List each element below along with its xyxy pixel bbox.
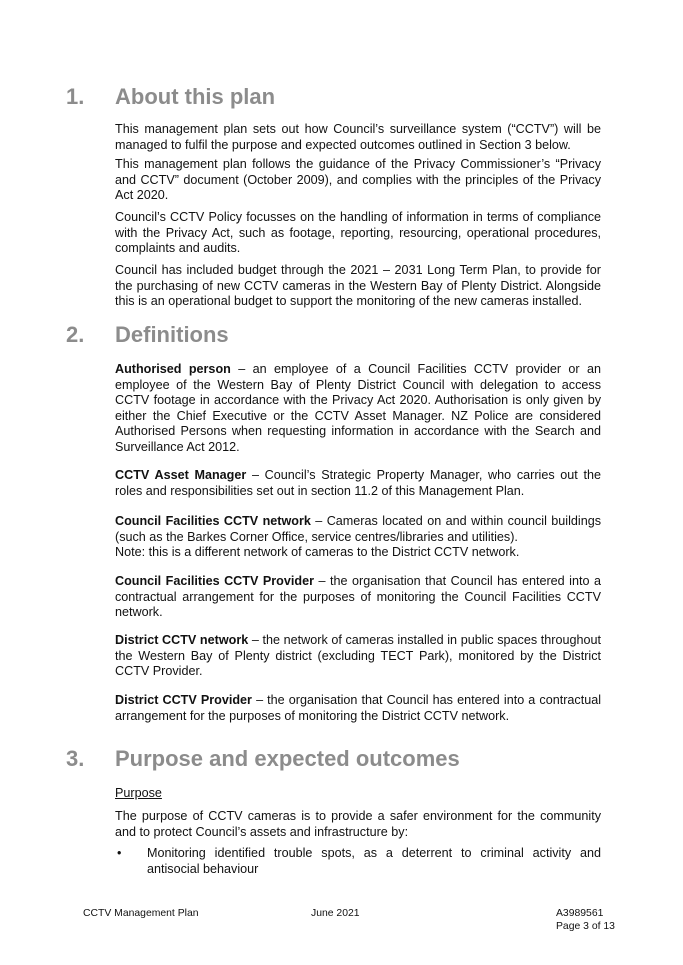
definition-council-facilities-provider: [115, 574, 601, 621]
definition-text: – the network of cameras installed in public spaces throughout the Western Bay of Plenty district (excluding TECT Park), monitored by the District CCTV Provider.: [115, 633, 601, 679]
paragraph: The purpose of CCTV cameras is to provide a safer environment for the community and to protect Council’s assets and infrastructure by:: [115, 809, 601, 839]
section-heading-definitions: [66, 322, 229, 348]
footer-doc-id: A3989561: [556, 908, 604, 919]
paragraph: Council has included budget through the 2021 – 2031 Long Term Plan, to provide for the purchasing of new CCTV cameras in the Western Bay of Plenty District. Alongside this is an operational budget to support the monitoring of the new cameras installed.: [115, 263, 601, 309]
definition-text: – Council’s Strategic Property Manager, who carries out the roles and responsibilities set out in section 11.2 of this Management Plan.: [115, 468, 601, 498]
definition-text: – Cameras located on and within council buildings (such as the Barkes Corner Office, service centres/libraries and utilities).: [115, 514, 601, 544]
definition-district-network: [115, 633, 601, 680]
footer-title: CCTV Management Plan: [83, 908, 199, 919]
paragraph: This management plan sets out how Council’s surveillance system (“CCTV”) will be managed to fulfil the purpose and expected outcomes outlined in Section 3 below.: [115, 122, 601, 152]
bullet-item: Monitoring identified trouble spots, as a deterrent to criminal activity and antisocial behaviour: [147, 846, 601, 876]
definition-term: Authorised person: [115, 362, 231, 376]
paragraph: This management plan follows the guidance of the Privacy Commissioner’s “Privacy and CCTV” document (October 2009), and complies with the principles of the Privacy Act 2020.: [115, 157, 601, 203]
section-number: 2.: [66, 322, 85, 347]
definition-note: Note: this is a different network of cameras to the District CCTV network.: [115, 545, 520, 560]
section-title: Purpose and expected outcomes: [115, 746, 460, 771]
definition-term: District CCTV Provider: [115, 693, 252, 707]
paragraph: Council’s CCTV Policy focusses on the handling of information in terms of compliance with the Privacy Act, such as footage, reporting, resourcing, operational procedures, complaints and audits.: [115, 210, 601, 256]
definition-text: – the organisation that Council has entered into a contractual arrangement for the purposes of monitoring the Council Facilities CCTV network.: [115, 574, 602, 620]
definition-text: – an employee of a Council Facilities CCTV provider or an employee of the Western Bay of Plenty District Council with delegation to access CCTV footage in accordance with the Privacy Act 2020. Authorisation is only given by either the Chief Executive or the CCTV Asset Manager. NZ Police are considered Authorised Persons when requesting information in accordance with the Search and Surveillance Act 2012.: [115, 362, 601, 454]
section-heading-purpose: [66, 746, 460, 772]
bullet-marker: •: [117, 846, 122, 860]
definition-term: District CCTV network: [115, 633, 249, 647]
section-title: About this plan: [115, 84, 276, 109]
definition-district-provider: [115, 693, 601, 724]
subheading-purpose: Purpose: [115, 786, 162, 800]
footer-date: June 2021: [311, 908, 360, 919]
footer-page-number: Page 3 of 13: [556, 921, 615, 932]
definition-authorised-person: [115, 362, 601, 456]
section-title: Definitions: [115, 322, 229, 347]
definition-term: CCTV Asset Manager: [115, 468, 247, 482]
definition-cctv-asset-manager: [115, 468, 601, 499]
definition-council-facilities-network: [115, 514, 601, 561]
section-heading-about: [66, 84, 275, 110]
definition-text: – the organisation that Council has entered into a contractual arrangement for the purposes of monitoring the District CCTV network.: [115, 693, 601, 723]
definition-term: Council Facilities CCTV Provider: [115, 574, 314, 588]
section-number: 3.: [66, 746, 85, 771]
section-number: 1.: [66, 84, 85, 109]
definition-term: Council Facilities CCTV network: [115, 514, 311, 528]
